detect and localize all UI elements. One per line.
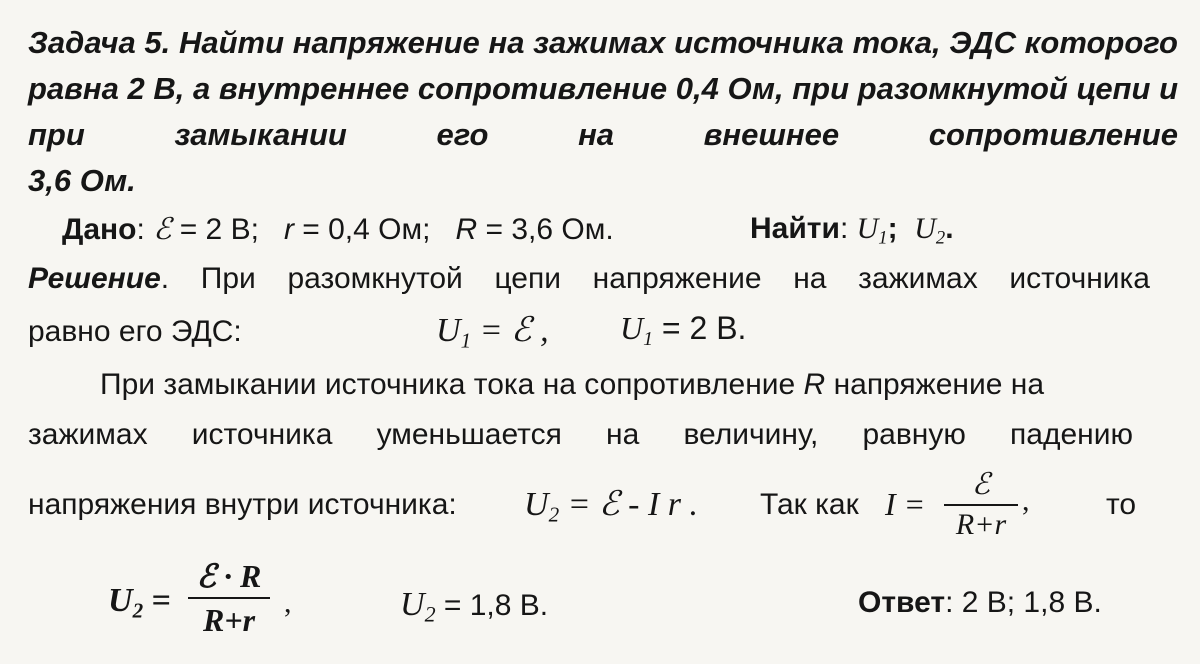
final-comma: , [284,586,292,619]
R-symbol: R [455,213,478,246]
answer-label: Ответ [858,586,946,619]
emf-value: = 2 В; [171,213,259,246]
task-line-2: которого равна 2 В, а внутреннее сопротивление 0,4 Ом, при [28,25,1178,106]
r-symbol: r [283,213,294,246]
final-value: $U_2 = 1,8$ В. [400,586,549,627]
solution-line-2: равно его ЭДС: [28,315,242,348]
task-line-4: 3,6 Ом. [28,163,136,198]
task-line-3: разомкнутой цепи и при замыкании его на внешнее сопротивление [28,71,1179,152]
solution-line-1 [28,262,1150,296]
final-denominator: R+r [202,602,256,638]
given-line: Дано: ℰ = 2 В; r = 0,4 Ом; R = 3,6 Ом. [62,213,614,246]
since-label: Так как [760,488,859,521]
find-line: Найти: $U_1$; $U_2$. [750,212,954,249]
task-statement [28,20,1178,204]
answer-line [858,586,1102,620]
solution-label: Решение [28,262,161,295]
equation-u2-drop: $U_2$ = ℰ - I r . [524,486,699,527]
R-value: = 3,6 Ом. [477,213,614,246]
final-fraction [188,555,270,641]
solution-text-1: . При разомкнутой цепи напряжение на зажимах источника [160,262,1150,295]
solution-line-3: При замыкании источника тока на сопротивление R напряжение на [100,368,1045,401]
current-denominator: R+r [955,508,1007,541]
r-value: = 0,4 Ом; [293,213,431,246]
current-lhs: I = [885,486,926,522]
equation-u1-value: $U_1 = 2$ В. [620,310,747,350]
current-fraction [944,466,1018,544]
task-line-1: Задача 5. Найти напряжение на зажимах источника тока, ЭДС [28,25,1016,60]
find-u1: $U_1$ [856,212,888,249]
solution-line-5: напряжения внутри источника: [28,488,457,521]
current-numerator: ℰ [971,468,991,501]
answer-value: : 2 В; 1,8 В. [945,586,1102,619]
given-label: Дано [62,213,137,246]
final-formula-lhs: $U_2$ = [108,582,171,623]
then-label: то [1106,488,1137,521]
emf-symbol: ℰ [153,213,172,246]
current-comma: , [1022,484,1030,517]
equation-u1-emf: $U_1$ = ℰ , [436,312,549,353]
final-numerator: ℰ · R [196,558,262,594]
solution-line-4: зажимах источника уменьшается на величину, равную падению [28,418,1133,451]
find-u2: $U_2$ [914,212,946,249]
find-label: Найти [750,212,840,245]
